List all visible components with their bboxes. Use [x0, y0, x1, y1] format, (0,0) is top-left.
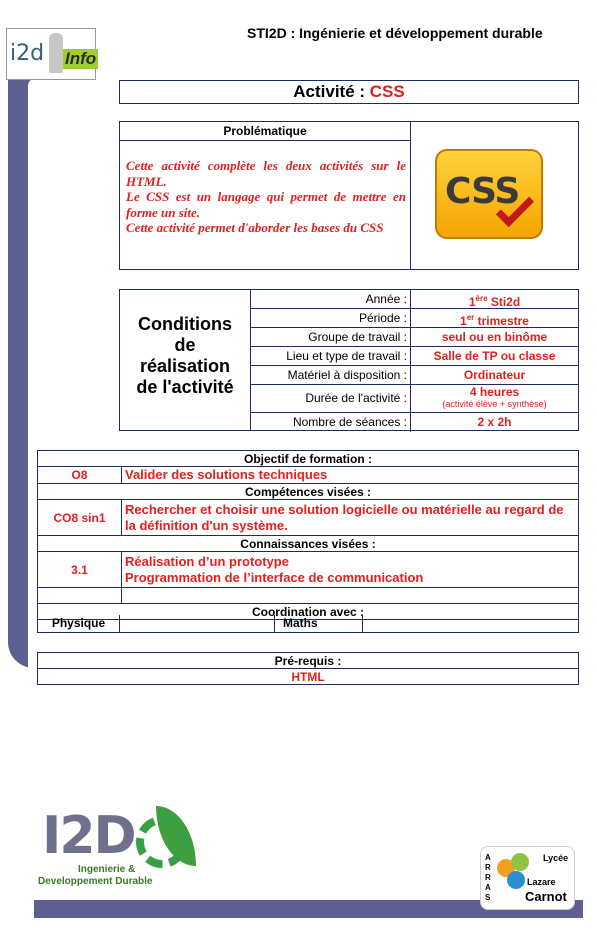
- condition-value: 2 x 2h: [477, 415, 512, 429]
- school-city: ARRAS: [485, 853, 491, 902]
- problematique-heading: Problématique: [223, 124, 307, 138]
- band-inner-curve: [28, 78, 36, 668]
- objectif-code: O8: [38, 467, 122, 484]
- school-line: Carnot: [525, 889, 567, 904]
- page-header-title: STI2D : Ingénierie et développement durable: [247, 25, 543, 41]
- connaissances-text: [122, 552, 579, 588]
- empty-cell: [38, 588, 122, 604]
- school-line: Lazare: [527, 877, 556, 887]
- conditions-box: [119, 289, 579, 431]
- css-icon-label: CSS: [445, 171, 520, 212]
- value-sup: ère: [475, 294, 488, 303]
- coordination-empty: [120, 615, 275, 632]
- condition-row-annee: [251, 290, 578, 309]
- condition-row-periode: [251, 309, 578, 328]
- problematique-split: [410, 122, 411, 269]
- blue-dot-icon: [507, 871, 525, 889]
- empty-cell: [122, 588, 579, 604]
- value-sup: er: [466, 313, 475, 322]
- condition-row-duree: [251, 385, 578, 413]
- activity-title: [119, 80, 579, 104]
- objectives-table: [37, 450, 579, 620]
- activity-label: Activité :: [293, 82, 370, 101]
- connaissances-heading: Connaissances visées :: [38, 536, 579, 552]
- condition-value: Salle de TP ou classe: [433, 349, 556, 363]
- conditions-title-line: de: [174, 335, 196, 355]
- conditions-rows: [251, 290, 578, 432]
- figure-icon: [49, 33, 63, 73]
- value-part: 1: [468, 295, 476, 309]
- value-part: 4 heures: [469, 385, 520, 399]
- objectif-heading: Objectif de formation :: [38, 451, 579, 467]
- lycee-carnot-logo: [480, 846, 575, 910]
- logo-right-text: Info: [65, 49, 97, 68]
- objectif-text: Valider des solutions techniques: [122, 467, 579, 484]
- condition-row-groupe: [251, 328, 578, 347]
- green-dot-icon: [511, 853, 529, 871]
- condition-value: seul ou en binôme: [441, 330, 548, 344]
- coordination-subject-physique: Physique: [38, 615, 120, 632]
- conditions-title-line: de l'activité: [136, 377, 234, 397]
- condition-key: Groupe de travail :: [251, 328, 411, 346]
- css-logo-icon: [435, 149, 543, 239]
- condition-key: Durée de l'activité :: [251, 385, 411, 412]
- logo-sub-text: Ingenierie &: [78, 864, 136, 875]
- condition-row-materiel: [251, 366, 578, 385]
- prerequis-value: HTML: [38, 669, 579, 685]
- gear-icon: [136, 816, 188, 868]
- competences-code: CO8 sin1: [38, 500, 122, 536]
- condition-value: [411, 309, 578, 327]
- condition-key: Lieu et type de travail :: [251, 347, 411, 365]
- value-note: (activité élève + synthèse): [442, 399, 547, 409]
- connaissances-code: 3.1: [38, 552, 122, 588]
- activity-name: CSS: [369, 82, 405, 101]
- i2d-info-logo: [6, 28, 96, 80]
- problematique-line: Cette activité complète les deux activités sur le HTML.: [126, 158, 406, 189]
- coordination-heading: Coordination avec :: [38, 604, 579, 620]
- coordination-subject-maths: Maths: [275, 615, 363, 632]
- logo-left-text: i2d: [10, 41, 45, 66]
- condition-row-seances: [251, 413, 578, 432]
- connaissances-line: Programmation de l’interface de communication: [125, 569, 424, 585]
- problematique-text: [126, 158, 406, 236]
- condition-key: Matériel à disposition :: [251, 366, 411, 384]
- logo-big-text: I2D: [42, 806, 135, 866]
- competences-heading: Compétences visées :: [38, 484, 579, 500]
- condition-key: Nombre de séances :: [251, 413, 411, 432]
- value-part: Sti2d: [487, 295, 521, 309]
- problematique-box: [119, 121, 579, 270]
- condition-value: [411, 290, 578, 308]
- logo-sub-text: Developpement Durable: [38, 876, 153, 887]
- condition-value: Ordinateur: [463, 368, 526, 382]
- conditions-title: [120, 314, 250, 398]
- problematique-line: Le CSS est un langage qui permet de mettre en forme un site.: [126, 189, 406, 220]
- condition-key: Année :: [251, 290, 411, 308]
- problematique-line: Cette activité permet d'aborder les bases du CSS: [126, 220, 384, 235]
- coordination-row: [37, 615, 579, 633]
- competences-text: Rechercher et choisir une solution logicielle ou matérielle au regard de la définition d'un système.: [122, 500, 579, 536]
- value-part: trimestre: [474, 314, 529, 328]
- i2d-footer-logo: [38, 806, 198, 896]
- condition-key: Période :: [251, 309, 411, 327]
- conditions-title-line: Conditions: [138, 314, 232, 334]
- school-line: Lycée: [543, 853, 569, 863]
- conditions-title-line: réalisation: [139, 356, 231, 376]
- prerequis-heading: Pré-requis :: [38, 653, 579, 669]
- value-part: 1: [460, 314, 467, 328]
- prerequis-table: [37, 652, 579, 685]
- condition-row-lieu: [251, 347, 578, 366]
- condition-value: [411, 385, 578, 412]
- connaissances-line: Réalisation d’un prototype: [125, 553, 289, 569]
- heading-divider: [120, 140, 410, 141]
